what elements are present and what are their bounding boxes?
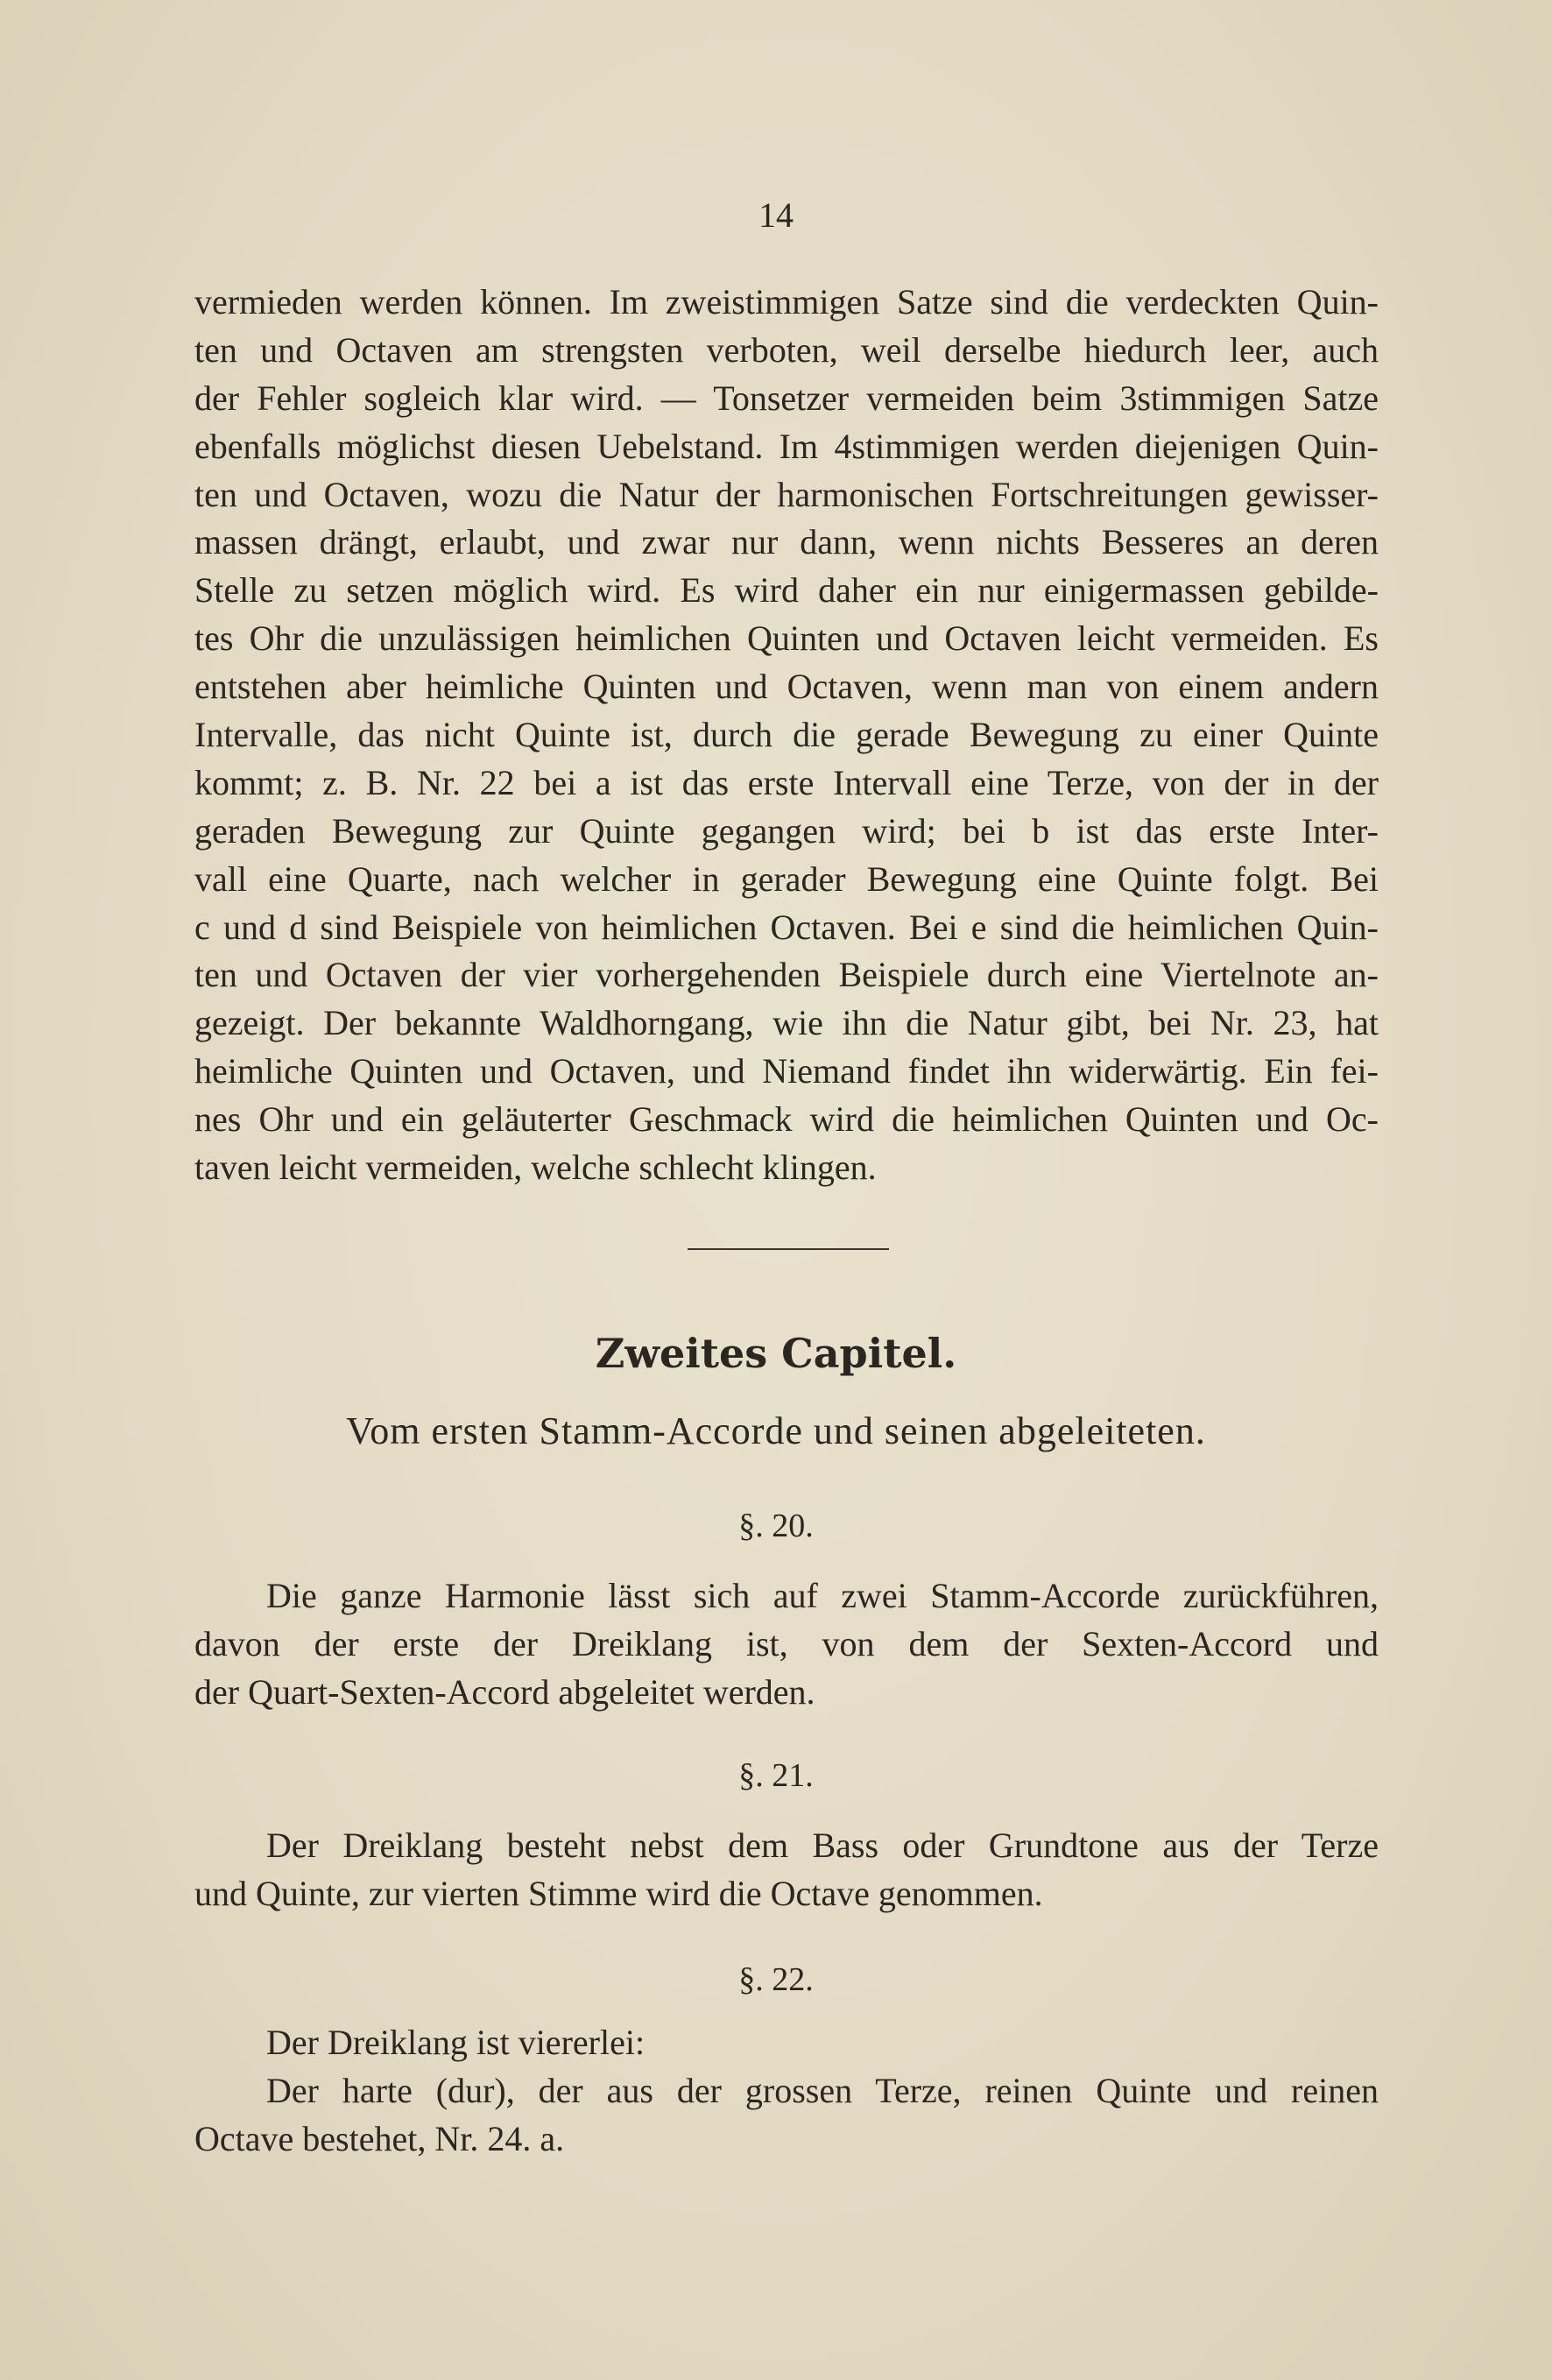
section-heading-21: §. 21. [738, 1757, 814, 1794]
section-20-text [194, 1572, 1379, 1717]
section-heading-22: §. 22. [738, 1961, 814, 1998]
text-line: Stelle zu setzen möglich wird. Es wird daher ein nur einigermassen gebilde- [194, 570, 1379, 611]
text-line: tes Ohr die unzulässigen heimlichen Quinten und Octaven leicht vermeiden. Es [194, 618, 1379, 659]
text-line: ten und Octaven der vier vorhergehenden Beispiele durch eine Viertelnote an- [194, 955, 1379, 995]
text-line: Intervalle, das nicht Quinte ist, durch die gerade Bewegung zu einer Quinte [194, 715, 1379, 755]
text-line: und Quinte, zur vierten Stimme wird die Octave genommen. [194, 1873, 1043, 1913]
page-number: 14 [758, 195, 794, 235]
text-line: der Fehler sogleich klar wird. — Tonsetzer vermeiden beim 3stimmigen Satze [194, 378, 1379, 418]
text-line: Der harte (dur), der aus der grossen Terze, reinen Quinte und reinen [266, 2070, 1379, 2110]
text-line: geraden Bewegung zur Quinte gegangen wird; bei b ist das erste Inter- [194, 810, 1379, 851]
chapter-title: Zweites Capitel. [595, 1330, 957, 1377]
text-line: Octave bestehet, Nr. 24. a. [194, 2118, 565, 2158]
text-line: Der Dreiklang besteht nebst dem Bass oder Grundtone aus der Terze [266, 1826, 1379, 1865]
text-line: nes Ohr und ein geläuterter Geschmack wird die heimlichen Quinten und Oc- [194, 1099, 1379, 1140]
text-line: davon der erste der Dreiklang ist, von dem der Sexten-Accord und [194, 1623, 1379, 1663]
text-line: gezeigt. Der bekannte Waldhorngang, wie ihn die Natur gibt, bei Nr. 23, hat [194, 1003, 1379, 1043]
text-line: Die ganze Harmonie lässt sich auf zwei Stamm-Accorde zurückführen, [266, 1576, 1379, 1615]
text-line: der Quart-Sexten-Accord abgeleitet werden. [194, 1671, 815, 1712]
text-line: vall eine Quarte, nach welcher in gerader Bewegung eine Quinte folgt. Bei [194, 858, 1379, 899]
section-heading-20: §. 20. [738, 1508, 814, 1544]
section-22-text [194, 2019, 1379, 2164]
text-line: ebenfalls möglichst diesen Uebelstand. Im 4stimmigen werden diejenigen Quin- [194, 426, 1379, 466]
text-line: Der Dreiklang ist viererlei: [266, 2023, 645, 2062]
text-line: ten und Octaven, wozu die Natur der harmonischen Fortschreitungen gewisser- [194, 474, 1379, 514]
text-line: entstehen aber heimliche Quinten und Octaven, wenn man von einem andern [194, 667, 1379, 707]
text-line: kommt; z. B. Nr. 22 bei a ist das erste Intervall eine Terze, von der in der [194, 762, 1379, 802]
chapter-subtitle: Vom ersten Stamm-Accorde und seinen abgeleiteten. [346, 1409, 1206, 1452]
text-line: vermieden werden können. Im zweistimmigen Satze sind die verdeckten Quin- [194, 282, 1379, 321]
text-line: massen drängt, erlaubt, und zwar nur dann, wenn nichts Besseres an deren [194, 522, 1379, 562]
text-line: ten und Octaven am strengsten verboten, weil derselbe hiedurch leer, auch [194, 329, 1379, 370]
text-line: heimliche Quinten und Octaven, und Niemand findet ihn widerwärtig. Ein fei- [194, 1051, 1379, 1091]
top-paragraph [194, 279, 1379, 1192]
text-line: taven leicht vermeiden, welche schlecht klingen. [194, 1148, 877, 1188]
section-21-text [194, 1822, 1379, 1918]
text-line: c und d sind Beispiele von heimlichen Octaven. Bei e sind die heimlichen Quin- [194, 907, 1379, 947]
section-divider [688, 1248, 889, 1250]
